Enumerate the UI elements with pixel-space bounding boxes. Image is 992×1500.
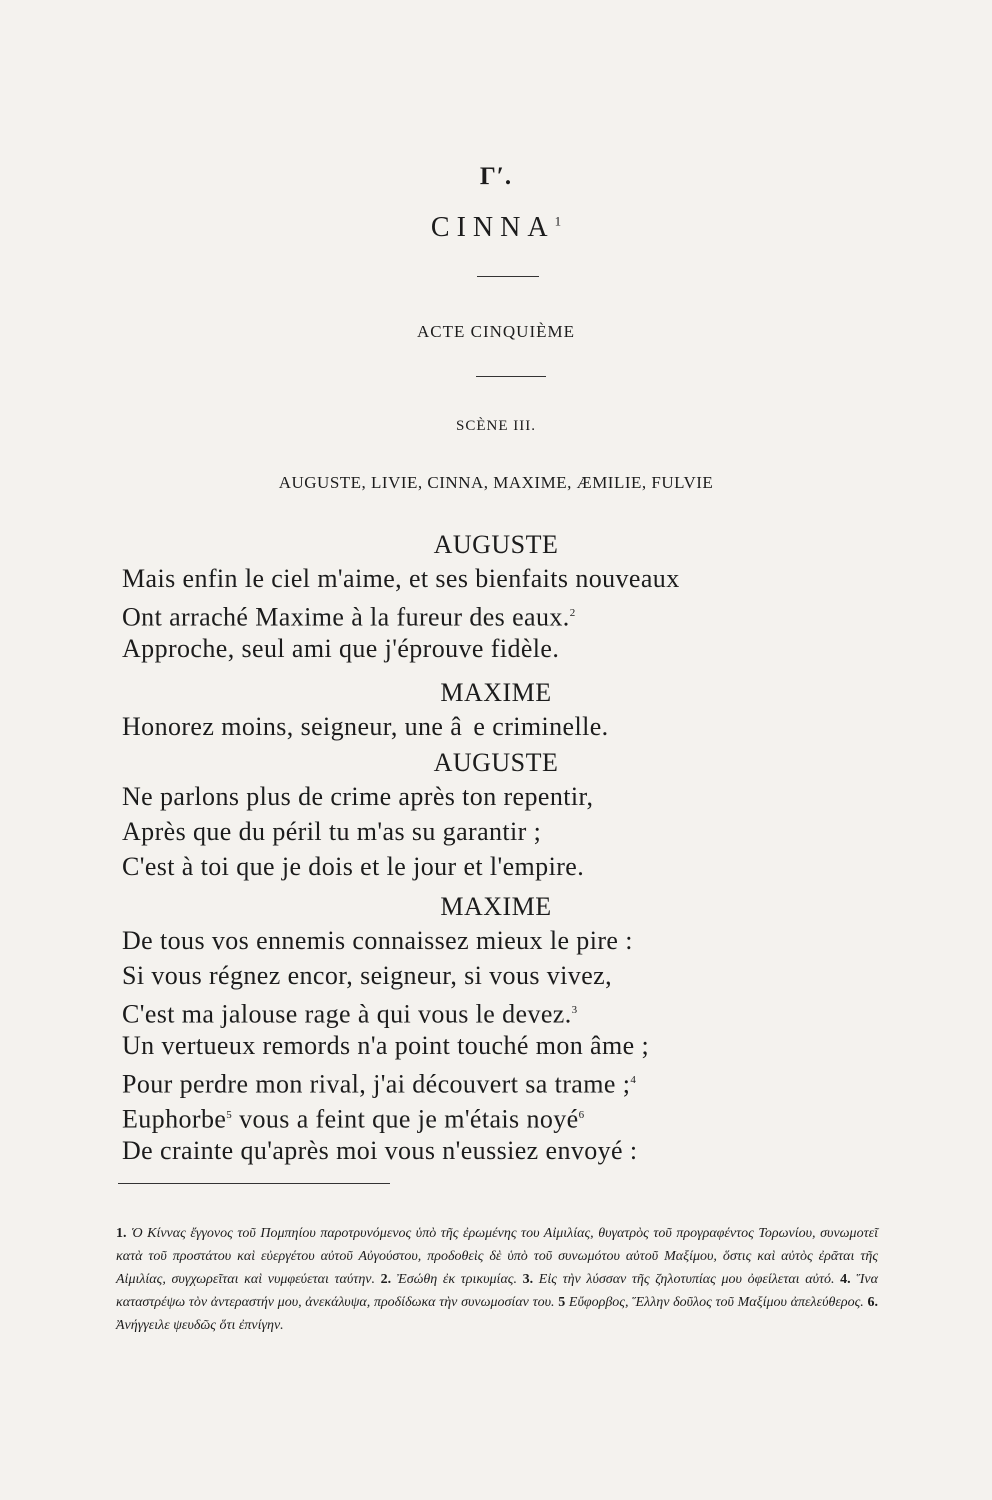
verse-line <box>122 814 842 849</box>
verse-line <box>122 1133 842 1168</box>
footnote-mark: 3 <box>571 1004 578 1016</box>
verse-text: Un vertueux remords n'a point touché mon âme ; <box>122 1031 650 1060</box>
verse-text: Ne parlons plus de crime après ton repentir, <box>122 782 594 811</box>
footnote-mark: 6 <box>578 1109 585 1121</box>
speaker-name: AUGUSTE <box>433 530 559 559</box>
footnote-mark: 2 <box>569 607 576 619</box>
verse-text: vous a feint que je m'étais noyé <box>232 1104 579 1134</box>
characters-list: AUGUSTE, LIVIE, CINNA, MAXIME, ÆMILIE, FULVIE <box>278 473 714 492</box>
title-divider <box>477 276 539 277</box>
verse-text: Après que du péril tu m'as su garantir ; <box>122 817 542 846</box>
verse-line <box>122 923 842 958</box>
verse-text: De tous vos ennemis connaissez mieux le pire : <box>122 926 633 955</box>
speech-auguste-1 <box>122 528 842 666</box>
speech-maxime-1 <box>122 676 842 744</box>
footnote-number: 2. <box>380 1272 392 1287</box>
footnote-mark: 4 <box>630 1074 637 1086</box>
verse-line <box>122 993 842 1028</box>
verse-text: Euphorbe <box>122 1104 227 1134</box>
speaker-name: AUGUSTE <box>433 748 559 777</box>
verse-line <box>122 631 842 666</box>
verse-text: C'est à toi que je dois et le jour et l'empire. <box>122 852 585 881</box>
verse-line <box>122 958 842 993</box>
scene-heading: SCÈNE III. <box>456 418 536 434</box>
verse-text: De crainte qu'après moi vous n'eussiez envoyé : <box>122 1136 638 1165</box>
verse-text: Approche, seul ami que j'éprouve fidèle. <box>122 634 560 663</box>
verse-text: Honorez moins, seigneur, une â e criminelle. <box>122 712 609 741</box>
footnote-divider <box>118 1183 390 1184</box>
verse-line <box>122 596 842 631</box>
speech-auguste-2 <box>122 746 842 884</box>
verse-line <box>122 849 842 884</box>
verse-text: C'est ma jalouse rage à qui vous le devez. <box>122 999 572 1029</box>
title-footnote-mark: 1 <box>554 213 562 229</box>
footnote-text: Ἵνα καταστρέψω τὸν ἀντεραστήν μου, ἀνεκάλυψα, προδίδωκα τὴν συνωμοσίαν του. <box>116 1272 878 1310</box>
verse-line <box>122 1098 842 1133</box>
verse-line <box>122 561 842 596</box>
verse-line <box>122 779 842 814</box>
footnote-number: 6. <box>867 1295 878 1310</box>
verse-text: Ont arraché Maxime à la fureur des eaux. <box>122 602 570 632</box>
verse-line <box>122 1063 842 1098</box>
footnote-text: Ἀνήγγειλε ψευδῶς ὅτι ἐπνίγην. <box>116 1318 284 1333</box>
verse-text: Si vous régnez encor, seigneur, si vous vivez, <box>122 961 612 990</box>
footnote-text: Ὁ Κίννας ἔγγονος τοῦ Πομπηίου παροτρυνόμενος ὑπὸ τῆς ἐρωμένης του Αἰμιλίας, θυγατρὸς τοῦ προγραφέντος Τορωνίου, συνωμοτεῖ κατὰ τοῦ προστάτου καὶ εὐεργέτου αὐτοῦ Αὐγούστου, προδοθεὶς δὲ ὑπὸ τοῦ συνωμότου αὐτοῦ Μαξίμου, ὅστις καὶ αὐτὸς ἐρᾶται τῆς Αἰμιλίας, συγχωρεῖται καὶ νυμφεύεται ταύτην. <box>116 1226 878 1287</box>
speaker-name: MAXIME <box>440 678 552 707</box>
footnote-number: 5 <box>558 1295 566 1310</box>
verse-text: Pour perdre mon rival, j'ai découvert sa trame ; <box>122 1069 631 1099</box>
act-heading: ACTE CINQUIÈME <box>416 322 575 341</box>
act-divider <box>476 376 546 377</box>
footnotes <box>116 1222 878 1337</box>
verse-line <box>122 709 842 744</box>
play-title-text: CINNA <box>430 212 555 243</box>
footnote-mark: 5 <box>226 1109 233 1121</box>
verse-line <box>122 1028 842 1063</box>
speaker-name: MAXIME <box>440 892 552 921</box>
footnote-text: Εἰς τὴν λύσσαν τῆς ζηλοτυπίας μου ὀφείλεται αὐτό. <box>533 1272 841 1287</box>
play-title <box>0 212 992 244</box>
speech-maxime-2 <box>122 890 842 1168</box>
footnote-number: 1. <box>116 1226 127 1241</box>
footnote-text: Ἐσώθη ἐκ τρικυμίας. <box>391 1272 523 1287</box>
footnote-text: Εὔφορβος, Ἕλλην δοῦλος τοῦ Μαξίμου ἀπελεύθερος. <box>565 1295 868 1310</box>
footnote-number: 4. <box>840 1272 851 1287</box>
footnote-number: 3. <box>522 1272 534 1287</box>
section-number: Γʹ. <box>479 163 513 190</box>
verse-text: Mais enfin le ciel m'aime, et ses bienfaits nouveaux <box>122 564 680 593</box>
